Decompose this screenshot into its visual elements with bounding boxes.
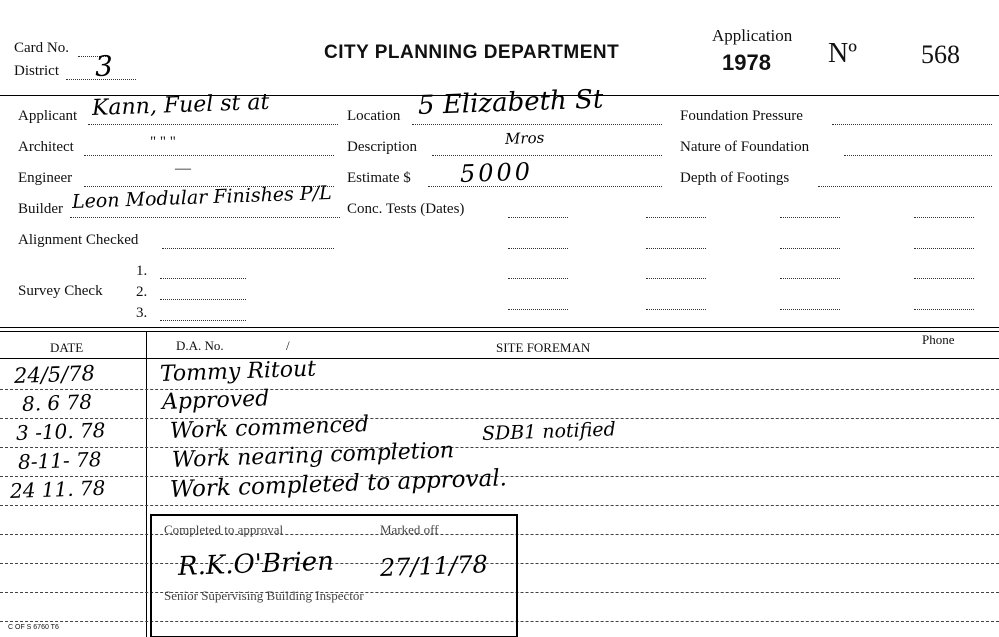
da-slash: /: [286, 338, 290, 353]
log-row-2-entry: Approved: [161, 386, 270, 415]
da-no-header: D.A. No.: [176, 338, 224, 353]
applicant-value: Kann, Fuel st at: [91, 89, 270, 121]
log-row-4-entry: Work nearing completion: [171, 438, 455, 473]
card-no-label: Card No.: [14, 40, 69, 56]
stamp-date: 27/11/78: [379, 550, 489, 582]
foundation-pressure-label: Foundation Pressure: [680, 108, 803, 124]
application-label: Application: [712, 26, 793, 45]
conc-tests-label: Conc. Tests (Dates): [347, 201, 465, 217]
table-top-rule: [0, 327, 999, 328]
survey-3-label: 3.: [136, 305, 148, 321]
date-header: DATE: [50, 340, 84, 355]
site-foreman-header: SITE FOREMAN: [496, 340, 591, 355]
application-year: 1978: [722, 50, 771, 75]
log-row-3-note: SDB1 notified: [481, 418, 617, 445]
log-row-1-date: 24/5/78: [13, 361, 96, 388]
log-row-3-date: 3 -10. 78: [15, 417, 106, 445]
nature-of-foundation-label: Nature of Foundation: [680, 139, 810, 155]
description-label: Description: [347, 139, 417, 155]
estimate-value: 5000: [459, 157, 534, 188]
phone-header: Phone: [922, 332, 955, 347]
alignment-label: Alignment Checked: [18, 232, 139, 248]
stamp-signature: R.K.O'Brien: [177, 546, 335, 582]
approval-stamp: [150, 514, 518, 637]
architect-label: Architect: [18, 139, 74, 155]
engineer-label: Engineer: [18, 170, 73, 186]
survey-2-label: 2.: [136, 284, 148, 300]
survey-label: Survey Check: [18, 283, 103, 299]
application-number: 568: [921, 40, 960, 69]
builder-value: Leon Modular Finishes P/L: [71, 181, 333, 213]
stamp-footer-text: Senior Supervising Building Inspector: [164, 588, 364, 603]
district-value: 3: [94, 49, 114, 83]
log-row-2-date: 8. 6 78: [21, 389, 93, 416]
location-value: 5 Elizabeth St: [417, 84, 604, 121]
engineer-value: —: [175, 160, 191, 177]
district-label: District: [14, 63, 59, 79]
log-row-4-date: 8-11- 78: [17, 447, 102, 474]
architect-value: " " ": [150, 134, 176, 150]
description-value: Mros: [504, 128, 545, 148]
depth-of-footings-label: Depth of Footings: [680, 170, 790, 186]
builder-label: Builder: [18, 201, 63, 217]
applicant-label: Applicant: [18, 108, 78, 124]
department-title: CITY PLANNING DEPARTMENT: [324, 42, 620, 63]
stamp-completed-text: Completed to approval: [164, 522, 284, 537]
location-label: Location: [347, 108, 401, 124]
number-label: Nº: [828, 38, 857, 69]
log-row-5-entry: Work completed to approval.: [169, 465, 508, 503]
estimate-label: Estimate $: [347, 170, 411, 186]
log-row-5-date: 24 11. 78: [9, 475, 106, 503]
log-row-3-entry: Work commenced: [169, 412, 370, 444]
log-row-1-entry: Tommy Ritout: [159, 356, 317, 387]
survey-1-label: 1.: [136, 263, 148, 279]
stamp-marked-text: Marked off: [380, 522, 439, 537]
form-code: C OF S 6760 T6: [8, 624, 59, 631]
